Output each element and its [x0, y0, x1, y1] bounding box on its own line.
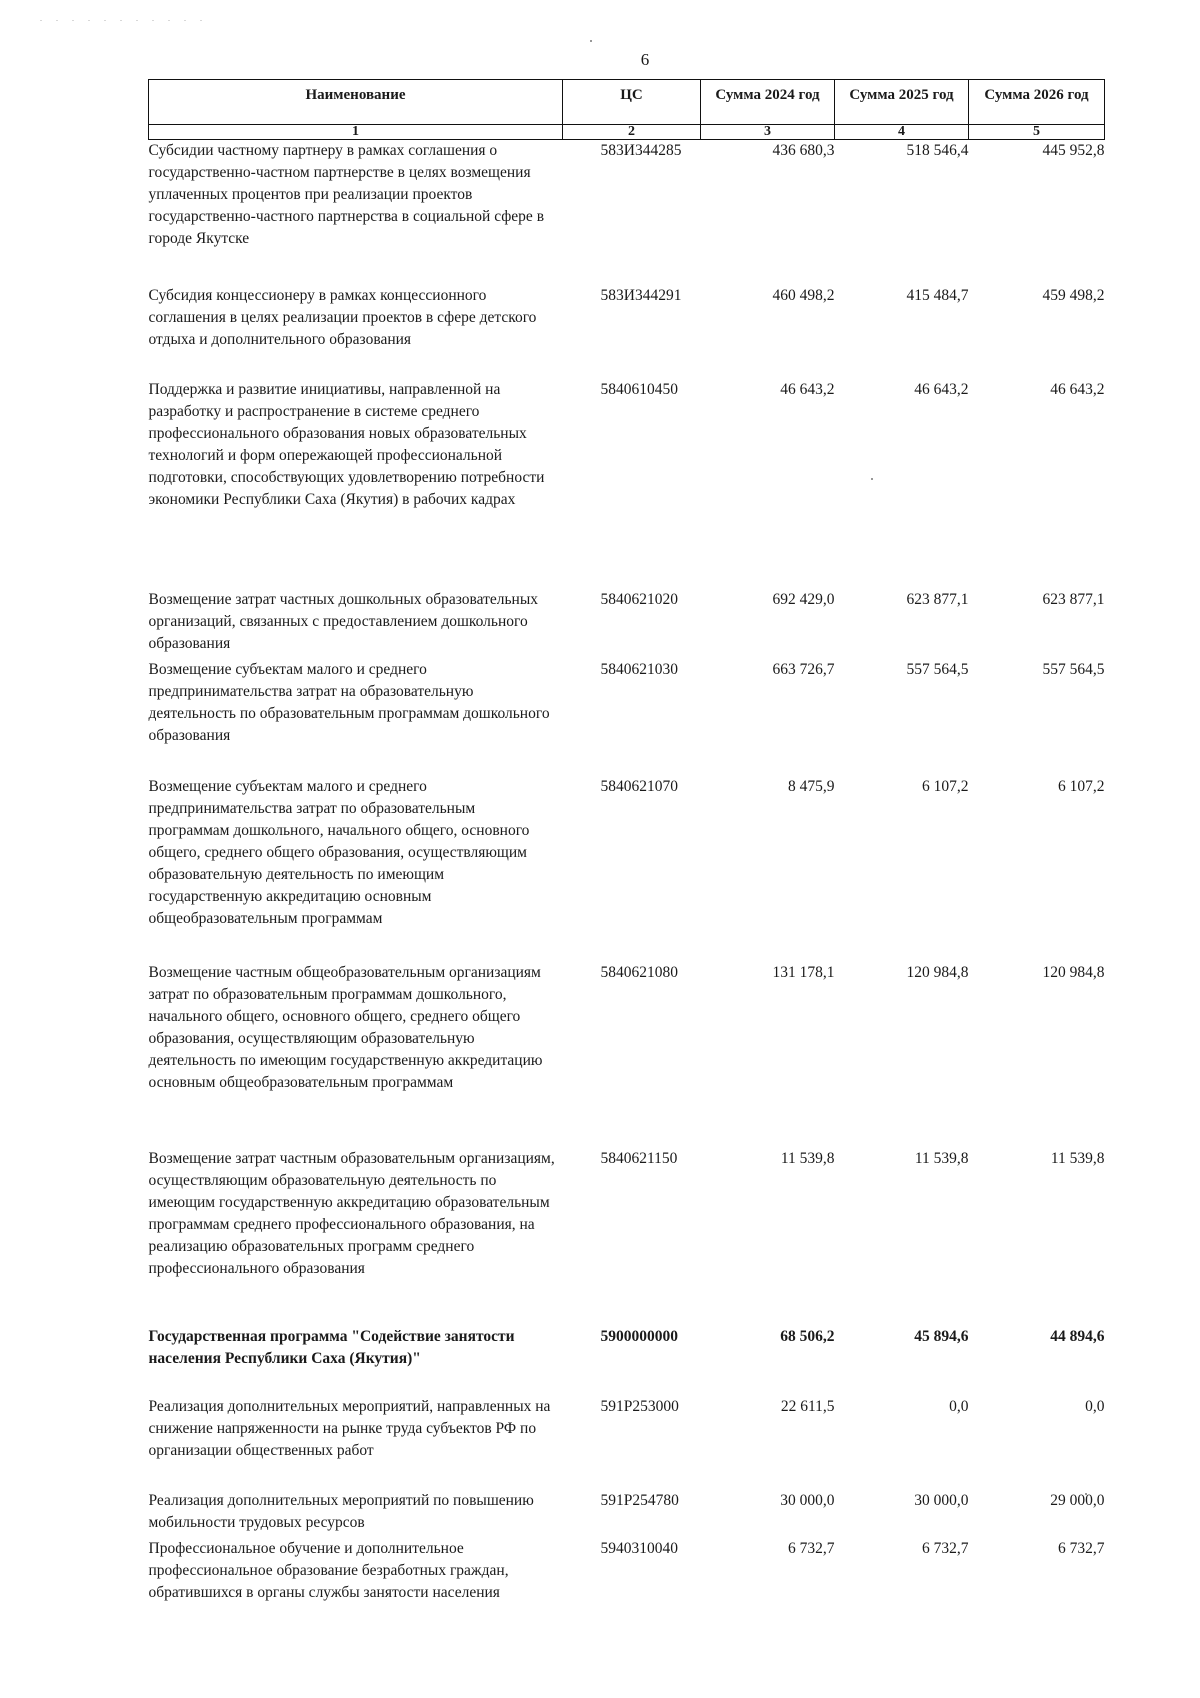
row-code: 5840621030: [600, 660, 678, 678]
row-sum-2026: 557 564,5: [1042, 660, 1105, 678]
row-name: Возмещение субъектам малого и среднего предпринимательства затрат по образовательным программам дошкольного, начального общего, основного общего, среднего общего образования, осуществляющим образовательную деятельность по имеющим государственную аккредитацию основным общеобразовательным программам: [148, 777, 530, 927]
row-sum-2025: 46 643,2: [914, 380, 969, 398]
row-code: 5840621070: [600, 777, 678, 795]
column-number: 2: [563, 125, 701, 140]
row-sum-2026: 445 952,8: [1042, 142, 1105, 159]
row-name: Субсидии частному партнеру в рамках соглашения о государственно-частном партнерстве в целях возмещения уплаченных процентов при реализации проектов государственно-частного партнерства в социальной сфере в городе Якутске: [148, 142, 545, 247]
row-sum-2026: 44 894,6: [1050, 1327, 1105, 1345]
table-row: [149, 1538, 1105, 1608]
header-sum-2024: Сумма 2024 год: [701, 80, 835, 125]
row-name: Субсидия концессионеру в рамках концессионного соглашения в целях реализации проектов в сфере детского отдыха и дополнительного образования: [148, 286, 537, 348]
row-name: Реализация дополнительных мероприятий по повышению мобильности трудовых ресурсов: [148, 1491, 534, 1531]
row-sum-2024: 460 498,2: [772, 286, 835, 304]
budget-table: [148, 79, 1105, 1608]
row-sum-2024: 663 726,7: [772, 660, 835, 678]
row-code: 5840621020: [600, 590, 678, 608]
scan-noise: . . . . . . . . . . .: [40, 14, 208, 23]
row-sum-2025: 623 877,1: [906, 590, 969, 608]
row-sum-2026: 120 984,8: [1042, 963, 1105, 981]
row-sum-2025: 11 539,8: [914, 1149, 969, 1167]
row-sum-2024: 692 429,0: [772, 590, 835, 608]
column-number: 5: [969, 125, 1105, 140]
row-sum-2026: 6 107,2: [1058, 777, 1105, 795]
table-row-program: [149, 1326, 1105, 1396]
table-row: [149, 285, 1105, 379]
table-header-row: [149, 80, 1105, 125]
row-sum-2024: 11 539,8: [780, 1149, 835, 1167]
row-sum-2025: 6 732,7: [922, 1539, 969, 1557]
page-number: 6: [640, 50, 650, 69]
header-code: ЦС: [563, 80, 701, 125]
header-sum-2026: Сумма 2026 год: [969, 80, 1105, 125]
row-sum-2025: 557 564,5: [906, 660, 969, 678]
row-name: Возмещение затрат частным образовательным организациям, осуществляющим образовательную деятельность по имеющим государственную аккредитацию образовательным программам среднего профессионального образования, на реализацию образовательных программ среднего профессионального образования: [148, 1149, 555, 1277]
row-sum-2024: 8 475,9: [788, 777, 835, 795]
row-sum-2026: 459 498,2: [1042, 286, 1105, 304]
row-sum-2025: 0,0: [949, 1397, 969, 1415]
row-sum-2026: 11 539,8: [1050, 1149, 1105, 1167]
row-sum-2025: 45 894,6: [914, 1327, 969, 1345]
table-row: [149, 379, 1105, 589]
column-number: 1: [149, 125, 563, 140]
row-sum-2024: 6 732,7: [788, 1539, 835, 1557]
row-sum-2024: 131 178,1: [772, 963, 835, 981]
column-number: 3: [701, 125, 835, 140]
row-name: Возмещение субъектам малого и среднего предпринимательства затрат на образовательную деятельность по образовательным программам дошкольного образования: [148, 660, 550, 744]
row-sum-2026: 29 000,0: [1050, 1491, 1105, 1509]
scan-speck: [590, 40, 592, 42]
column-number: 4: [835, 125, 969, 140]
row-sum-2026: 623 877,1: [1042, 590, 1105, 608]
row-name: Профессиональное обучение и дополнительное профессиональное образование безработных граждан, обратившихся в органы службы занятости населения: [148, 1539, 509, 1601]
table-row: [149, 140, 1105, 285]
table-row: [149, 1396, 1105, 1490]
row-code: 5900000000: [600, 1327, 678, 1345]
table-row: [149, 776, 1105, 962]
row-sum-2025: 518 546,4: [906, 142, 969, 159]
row-sum-2024: 436 680,3: [772, 142, 835, 159]
header-sum-2025: Сумма 2025 год: [835, 80, 969, 125]
row-sum-2026: 46 643,2: [1050, 380, 1105, 398]
row-sum-2024: 22 611,5: [780, 1397, 835, 1415]
table-row: [149, 659, 1105, 776]
row-sum-2025: 120 984,8: [906, 963, 969, 981]
column-number-row: [149, 125, 1105, 140]
row-code: 5840610450: [600, 380, 678, 398]
row-code: 583И344285: [600, 142, 682, 159]
row-code: 583И344291: [600, 286, 682, 304]
row-sum-2025: 415 484,7: [906, 286, 969, 304]
row-name: Возмещение частным общеобразовательным организациям затрат по образовательным программам дошкольного, начального общего, основного общего, среднего общего образования, осуществляющим образовательную деятельность по имеющим государственную аккредитацию основным общеобразовательным программам: [148, 963, 543, 1091]
row-name: Государственная программа "Содействие занятости населения Республики Саха (Якутия)": [148, 1327, 515, 1367]
row-name: Возмещение затрат частных дошкольных образовательных организаций, связанных с предоставлением дошкольного образования: [148, 590, 538, 652]
row-name: Реализация дополнительных мероприятий, направленных на снижение напряженности на рынке труда субъектов РФ по организации общественных работ: [148, 1397, 551, 1459]
row-sum-2025: 6 107,2: [922, 777, 969, 795]
table-row: [149, 1490, 1105, 1538]
row-code: 5840621150: [600, 1149, 678, 1167]
header-name: Наименование: [149, 80, 563, 125]
table-row: [149, 962, 1105, 1148]
row-sum-2024: 68 506,2: [780, 1327, 835, 1345]
row-code: 591P254780: [600, 1491, 679, 1509]
row-code: 5940310040: [600, 1539, 678, 1557]
table-row: [149, 1148, 1105, 1326]
row-sum-2024: 30 000,0: [780, 1491, 835, 1509]
row-sum-2026: 0,0: [1085, 1397, 1105, 1415]
row-name: Поддержка и развитие инициативы, направленной на разработку и распространение в системе среднего профессионального образования новых образовательных технологий и форм опережающей профессиональной подготовки, способствующих удовлетворению потребности экономики Республики Саха (Якутия) в рабочих кадрах: [148, 380, 545, 508]
row-sum-2026: 6 732,7: [1058, 1539, 1105, 1557]
table-row: [149, 589, 1105, 659]
row-sum-2024: 46 643,2: [780, 380, 835, 398]
row-code: 591P253000: [600, 1397, 679, 1415]
row-sum-2025: 30 000,0: [914, 1491, 969, 1509]
row-code: 5840621080: [600, 963, 678, 981]
